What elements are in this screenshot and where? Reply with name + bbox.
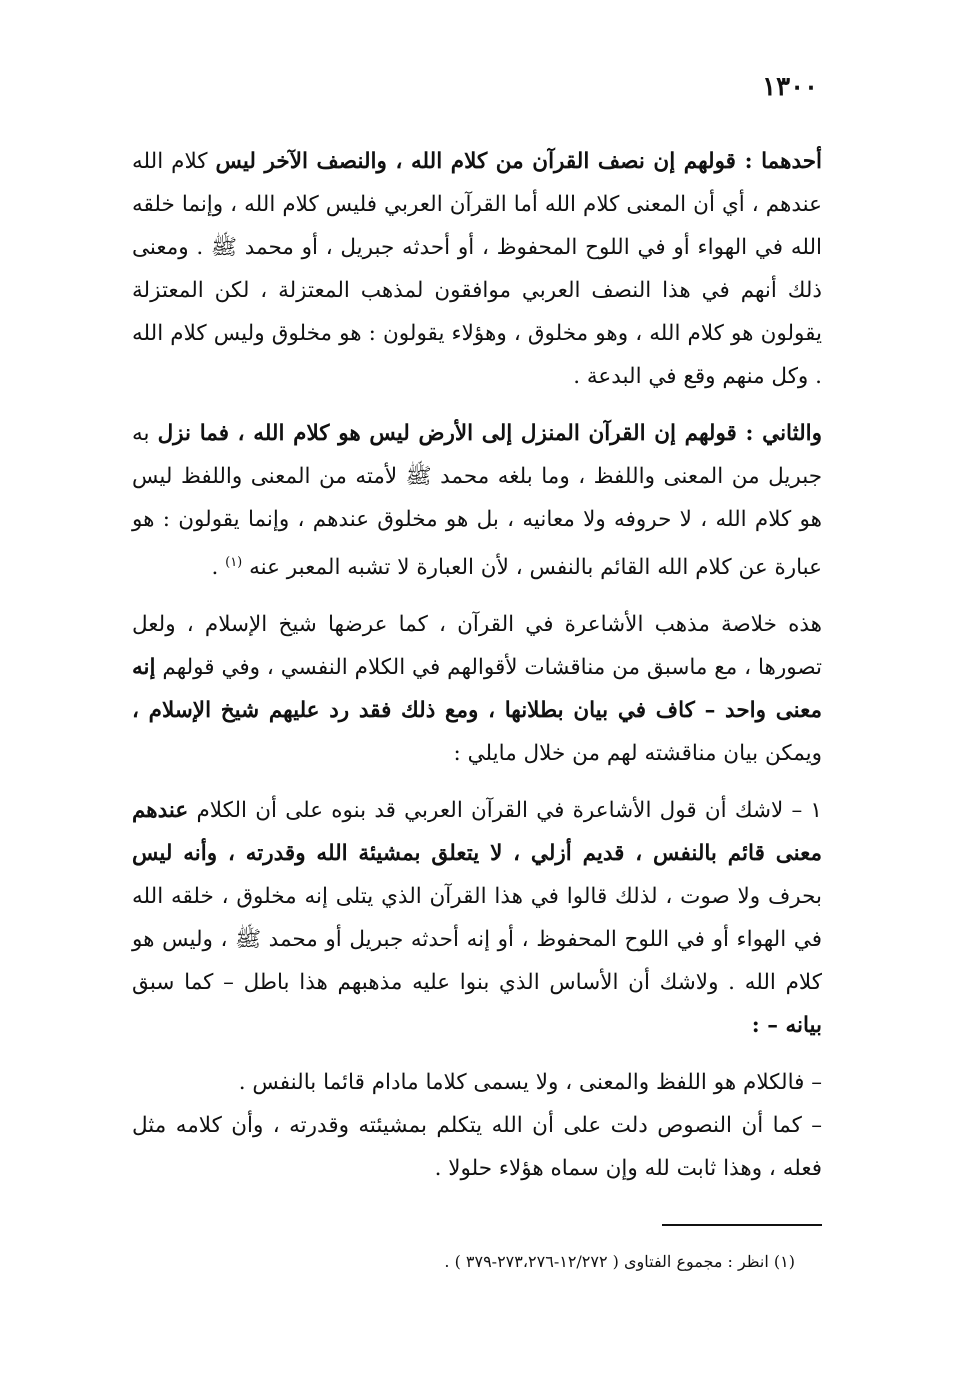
paragraph-text: ١ – لاشك أن قول الأشاعرة في القرآن العربي قد بنوه على أن الكلام	[196, 798, 822, 824]
paragraph-bold-text: إنه معنى واحد – كاف في بيان بطلانها ، ومع ذلك فقد رد عليهم شيخ الإسلام ،	[132, 655, 822, 724]
paragraph-lead: أحدهما : قولهم إن نصف القرآن من كلام الله ، والنصف الآخر ليس	[215, 149, 822, 174]
footnote: (١) انظر : مجموع الفتاوى ( ١٢/٢٧٢-٢٧٣،٢٧٦-٣٧٩ ) .	[444, 1252, 795, 1271]
main-text	[132, 140, 822, 1204]
page-number: ١٣٠٠	[762, 72, 818, 102]
paragraph-dash-one	[132, 1061, 822, 1104]
paragraph-text-continued: بحرف ولا صوت ، لذلك قالوا في هذا القرآن الذي يتلى إنه مخلوق ، خلقه الله في الهواء أو في اللوح المحفوظ ، أو إنه أحدثه جبريل أو محمد ﷺ ، وليس هو كلام الله . ولاشك أن الأساس الذي بنوا عليه مذهبهم هذا باطل – كما سبق	[132, 884, 822, 996]
paragraph-text: – كما أن النصوص دلت على أن الله يتكلم بمشيئته وقدرته ، وأن كلامه مثل فعله ، وهذا ثابت لله وإن سماه هؤلاء حلولا .	[132, 1113, 822, 1182]
paragraph-first-view	[132, 140, 822, 398]
paragraph-text: هذه خلاصة مذهب الأشاعرة في القرآن ، كما عرضها شيخ الإسلام ، ولعل تصورها ، مع ماسبق من مناقشات لأقوالهم في الكلام النفسي ، وفي قولهم	[132, 612, 823, 681]
paragraph-bold-end: بيانه – :	[751, 1013, 822, 1039]
paragraph-summary	[132, 603, 822, 775]
paragraph-lead: والثاني : قولهم إن القرآن المنزل إلى الأرض ليس هو كلام الله ، فما نزل	[157, 421, 822, 446]
footnote-divider	[662, 1224, 822, 1226]
paragraph-end: .	[211, 555, 226, 581]
paragraph-dash-two	[132, 1104, 822, 1190]
paragraph-text: – فالكلام هو اللفظ والمعنى ، ولا يسمى كلاما مادام قائما بالنفس .	[238, 1070, 822, 1096]
footnote-reference: (١)	[225, 555, 243, 570]
paragraph-point-one	[132, 789, 822, 1047]
paragraph-text: به جبريل من المعنى واللفظ ، وما بلغه محمد ﷺ لأمته من المعنى واللفظ ليس هو كلام الله ، لا حروفه ولا معانيه ، بل هو مخلوق عندهم ، وإنما يقولون : هو عبارة عن كلام الله القائم بالنفس ، لأن العبارة لا تشبه المعبر عنه	[132, 421, 822, 581]
paragraph-second-view	[132, 412, 822, 589]
paragraph-text: كلام الله عندهم ، أي أن المعنى كلام الله أما القرآن العربي فليس كلام الله ، وإنما خلقه الله في الهواء أو في اللوح المحفوظ ، أو أحدثه جبريل ، أو محمد ﷺ . ومعنى ذلك أنهم في هذا النصف العربي موافقون لمذهب المعتزلة ، لكن المعتزلة يقولون هو كلام الله ، وهو مخلوق ، وهؤلاء يقولون : هو مخلوق وليس كلام الله . وكل منهم وقع في البدعة .	[132, 149, 822, 389]
paragraph-text-continued: ويمكن بيان مناقشته لهم من خلال مايلي :	[453, 741, 822, 767]
paragraph-bold-text: عندهم معنى قائم بالنفس ، قديم أزلي ، لا يتعلق بمشيئة الله وقدرته ، وأنه ليس	[132, 798, 822, 867]
